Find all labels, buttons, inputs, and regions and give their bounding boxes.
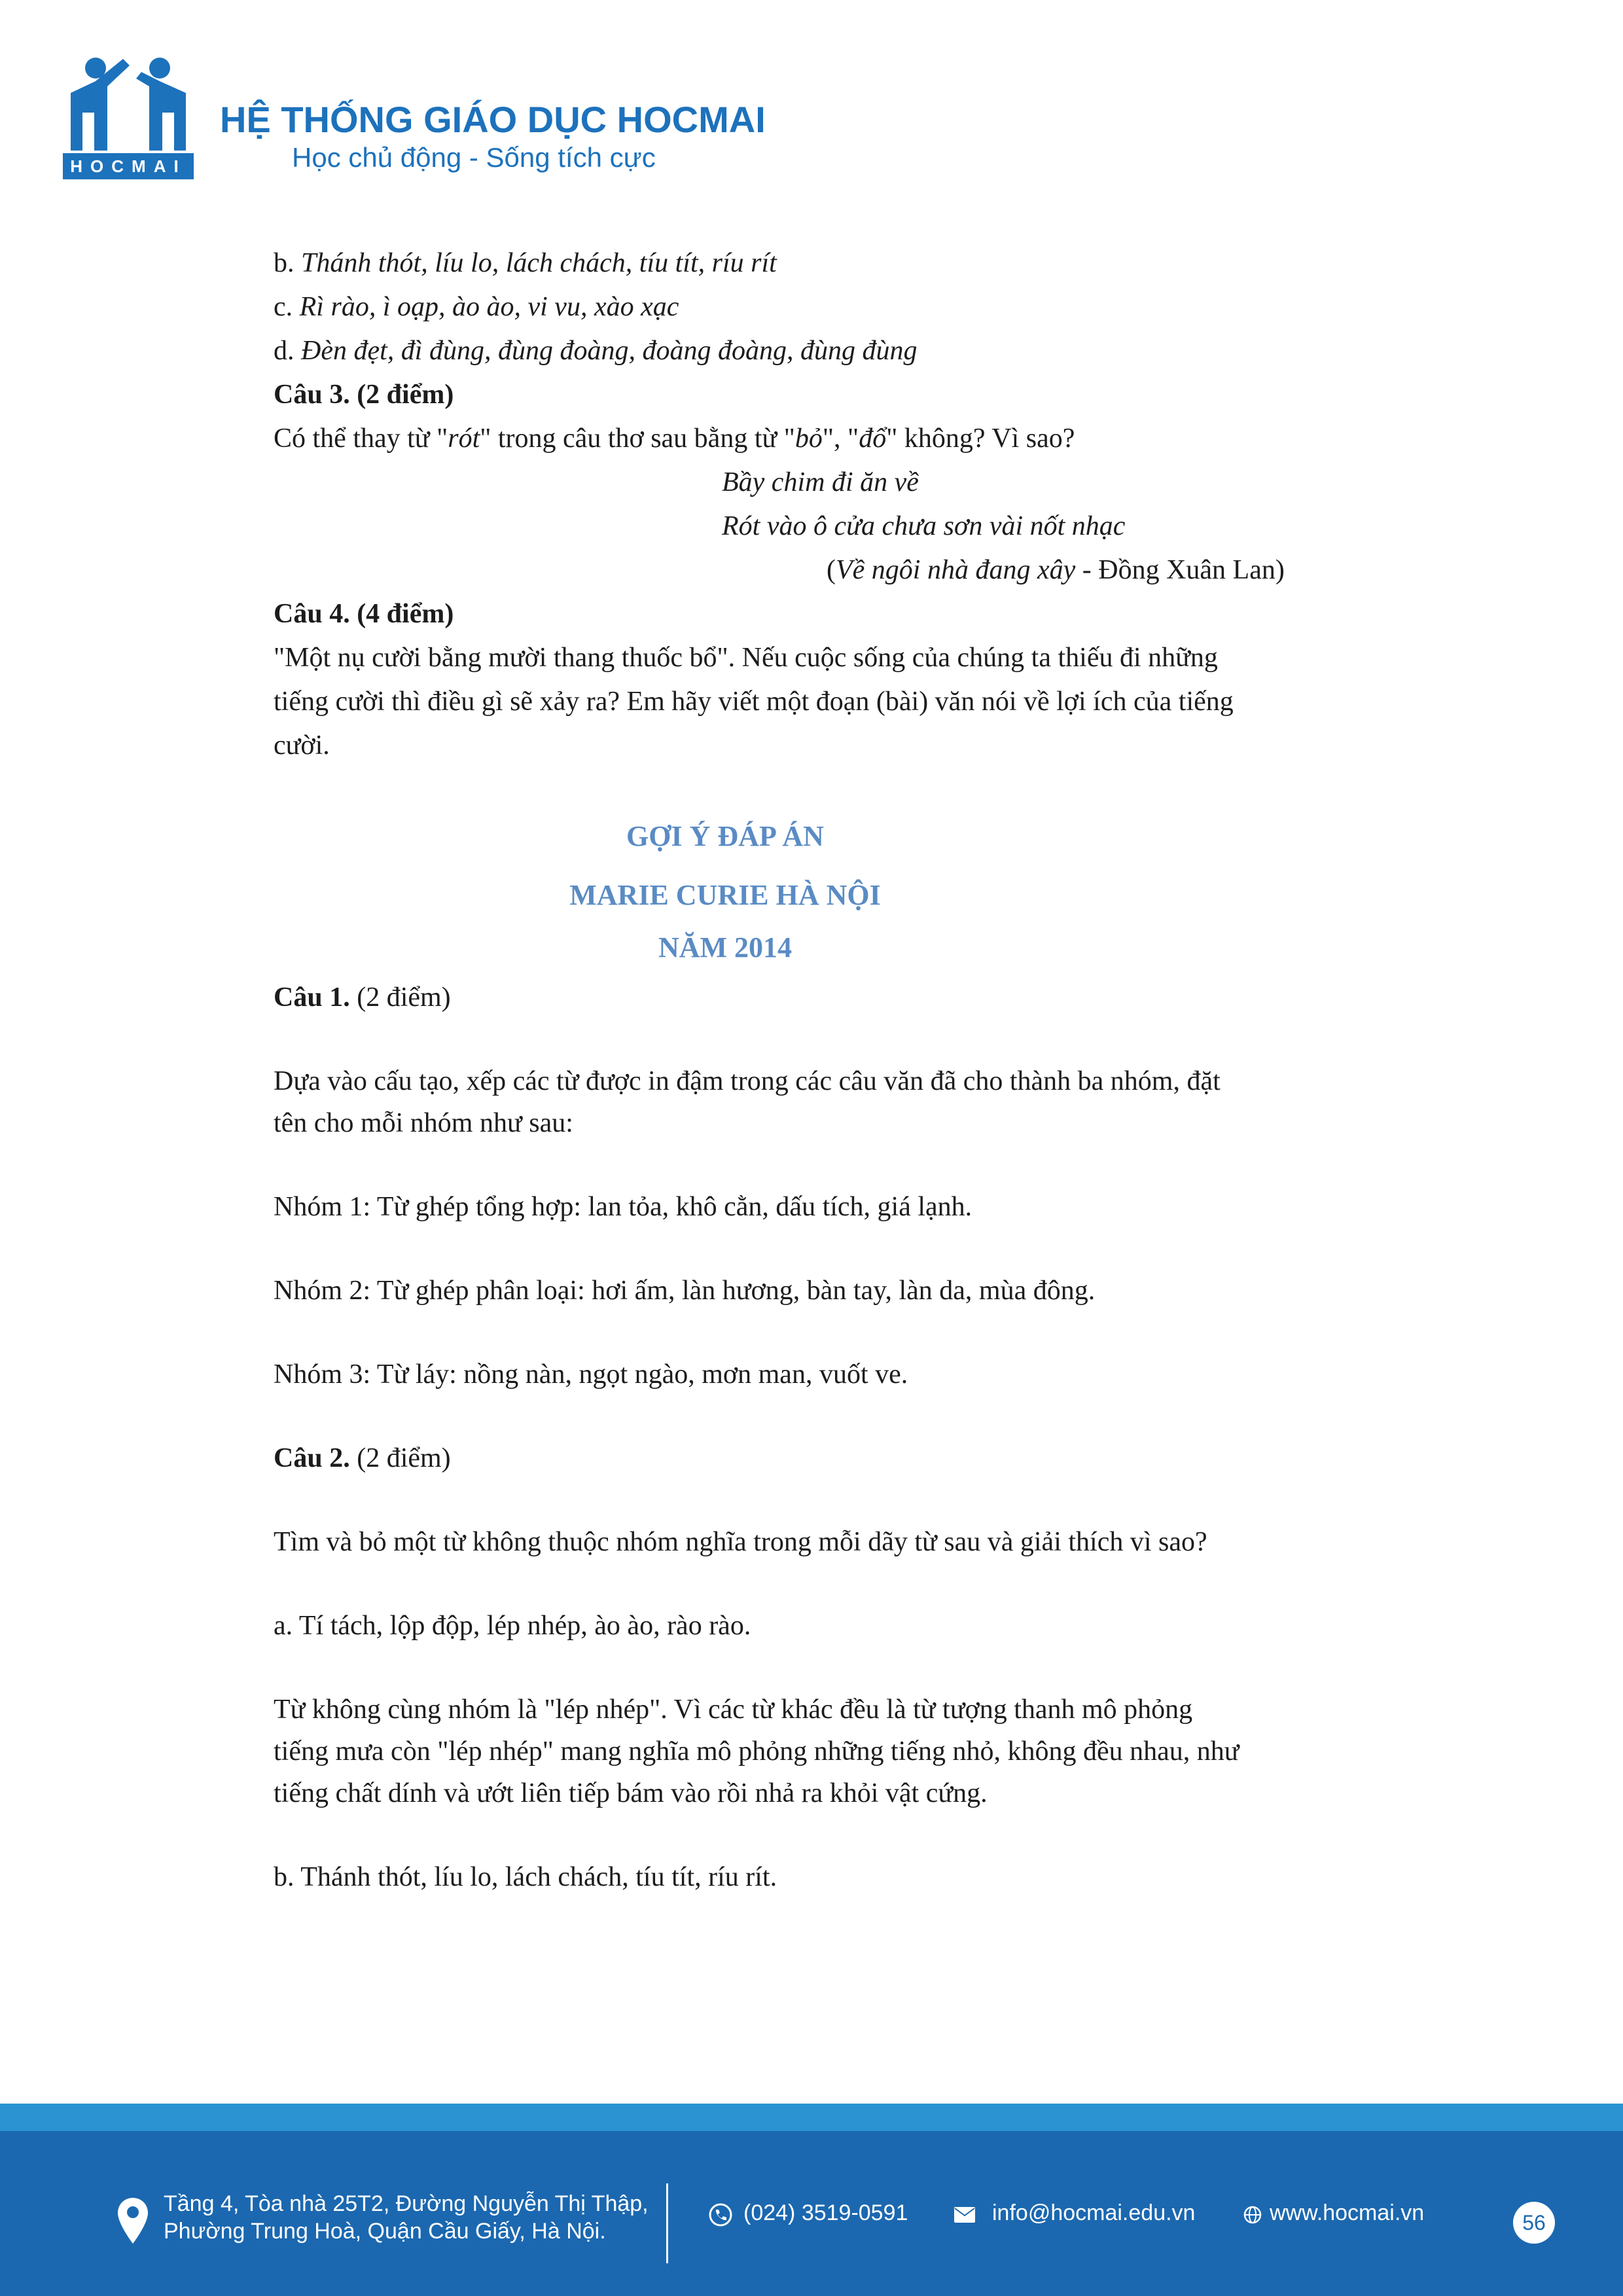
question-4-heading: Câu 4. (4 điểm) bbox=[274, 599, 454, 629]
option-b bbox=[274, 247, 777, 279]
brand-slogan: Học chủ động - Sống tích cực bbox=[292, 142, 656, 173]
prompt-word: đổ bbox=[859, 423, 887, 454]
answer-label: Câu 2. bbox=[274, 1443, 350, 1473]
poem-line: Bầy chim đi ăn về bbox=[722, 467, 919, 497]
footer-email[interactable]: info@hocmai.edu.vn bbox=[992, 2200, 1196, 2225]
group-line: Nhóm 1: Từ ghép tổng hợp: lan tỏa, khô cằn, dấu tích, giá lạnh. bbox=[274, 1192, 972, 1222]
phone-icon bbox=[709, 2203, 732, 2227]
answers-school: MARIE CURIE HÀ NỘI bbox=[569, 879, 881, 911]
location-pin-icon bbox=[116, 2197, 149, 2245]
group-line: Nhóm 3: Từ láy: nồng nàn, ngọt ngào, mơn man, vuốt ve. bbox=[274, 1359, 908, 1390]
question-3-heading: Câu 3. (2 điểm) bbox=[274, 380, 454, 410]
option-text: Đèn đẹt, đì đùng, đùng đoàng, đoàng đoàng, đùng đùng bbox=[301, 336, 918, 366]
option-label: c. bbox=[274, 292, 293, 322]
question-3-prompt bbox=[274, 423, 1075, 454]
option-c bbox=[274, 291, 679, 323]
source-author: - Đồng Xuân Lan) bbox=[1075, 555, 1285, 585]
source-paren: ( bbox=[827, 555, 836, 585]
prompt-word: bỏ bbox=[794, 423, 823, 454]
option-label: b. bbox=[274, 248, 294, 278]
paragraph-line: tên cho mỗi nhóm như sau: bbox=[274, 1108, 573, 1138]
paragraph-line: Từ không cùng nhóm là "lép nhép". Vì các từ khác đều là từ tượng thanh mô phỏng bbox=[274, 1695, 1193, 1725]
option-text: Thánh thót, líu lo, lách chách, tíu tít, ríu rít bbox=[301, 248, 777, 278]
footer-website[interactable]: www.hocmai.vn bbox=[1270, 2200, 1425, 2225]
paragraph-line: a. Tí tách, lộp độp, lép nhép, ào ào, rào rào. bbox=[274, 1611, 751, 1641]
answers-year: NĂM 2014 bbox=[658, 931, 793, 963]
brand-title: HỆ THỐNG GIÁO DỤC HOCMAI bbox=[220, 99, 766, 140]
prompt-text: " trong câu thơ sau bằng từ " bbox=[480, 423, 795, 454]
prompt-text: ", " bbox=[822, 423, 859, 454]
page-header bbox=[63, 54, 914, 185]
paragraph-line: tiếng cười thì điều gì sẽ xảy ra? Em hãy viết một đoạn (bài) văn nói về lợi ích của tiếng bbox=[274, 687, 1234, 717]
answer-points: (2 điểm) bbox=[349, 982, 451, 1013]
globe-icon bbox=[1243, 2206, 1262, 2224]
paragraph-line: Tìm và bỏ một từ không thuộc nhóm nghĩa trong mỗi dãy từ sau và giải thích vì sao? bbox=[274, 1527, 1207, 1557]
source-title: Về ngôi nhà đang xây bbox=[836, 555, 1076, 585]
paragraph-line: Dựa vào cấu tạo, xếp các từ được in đậm trong các câu văn đã cho thành ba nhóm, đặt bbox=[274, 1066, 1221, 1096]
footer-address-line: Tầng 4, Tòa nhà 25T2, Đường Nguyễn Thị Thập, bbox=[164, 2191, 649, 2216]
answer-points: (2 điểm) bbox=[349, 1443, 451, 1473]
group-line: Nhóm 2: Từ ghép phân loại: hơi ấm, làn hương, bàn tay, làn da, mùa đông. bbox=[274, 1276, 1096, 1306]
option-label: d. bbox=[274, 336, 294, 366]
prompt-text: Có thể thay từ " bbox=[274, 423, 448, 454]
footer-divider bbox=[666, 2183, 668, 2263]
paragraph-line: cười. bbox=[274, 730, 330, 761]
footer-band bbox=[0, 2104, 1623, 2131]
answer-1-heading bbox=[274, 982, 451, 1013]
paragraph-line: "Một nụ cười bằng mười thang thuốc bổ". Nếu cuộc sống của chúng ta thiếu đi những bbox=[274, 643, 1218, 673]
paragraph-line: b. Thánh thót, líu lo, lách chách, tíu tít, ríu rít. bbox=[274, 1862, 777, 1892]
paragraph-line: tiếng mưa còn "lép nhép" mang nghĩa mô phỏng những tiếng nhỏ, không đều nhau, như bbox=[274, 1736, 1240, 1767]
answer-2-heading bbox=[274, 1443, 451, 1474]
answers-title: GỢI Ý ĐÁP ÁN bbox=[626, 820, 824, 852]
page-number: 56 bbox=[1513, 2202, 1555, 2244]
option-d bbox=[274, 335, 917, 367]
logo-wordmark: HOCMAI bbox=[63, 153, 194, 179]
mail-icon bbox=[954, 2207, 975, 2223]
prompt-text: " không? Vì sao? bbox=[886, 423, 1075, 454]
footer-phone[interactable]: (024) 3519-0591 bbox=[743, 2200, 908, 2225]
option-text: Rì rào, ì oạp, ào ào, vi vu, xào xạc bbox=[299, 292, 679, 322]
page-footer bbox=[0, 2131, 1623, 2296]
answer-label: Câu 1. bbox=[274, 982, 350, 1013]
poem-line: Rót vào ô cửa chưa sơn vài nốt nhạc bbox=[722, 511, 1126, 541]
prompt-word: rót bbox=[448, 423, 480, 454]
paragraph-line: tiếng chất dính và ướt liên tiếp bám vào rồi nhả ra khỏi vật cứng. bbox=[274, 1778, 988, 1808]
footer-address-line: Phường Trung Hoà, Quận Cầu Giấy, Hà Nội. bbox=[164, 2219, 606, 2244]
poem-source bbox=[827, 554, 1285, 586]
